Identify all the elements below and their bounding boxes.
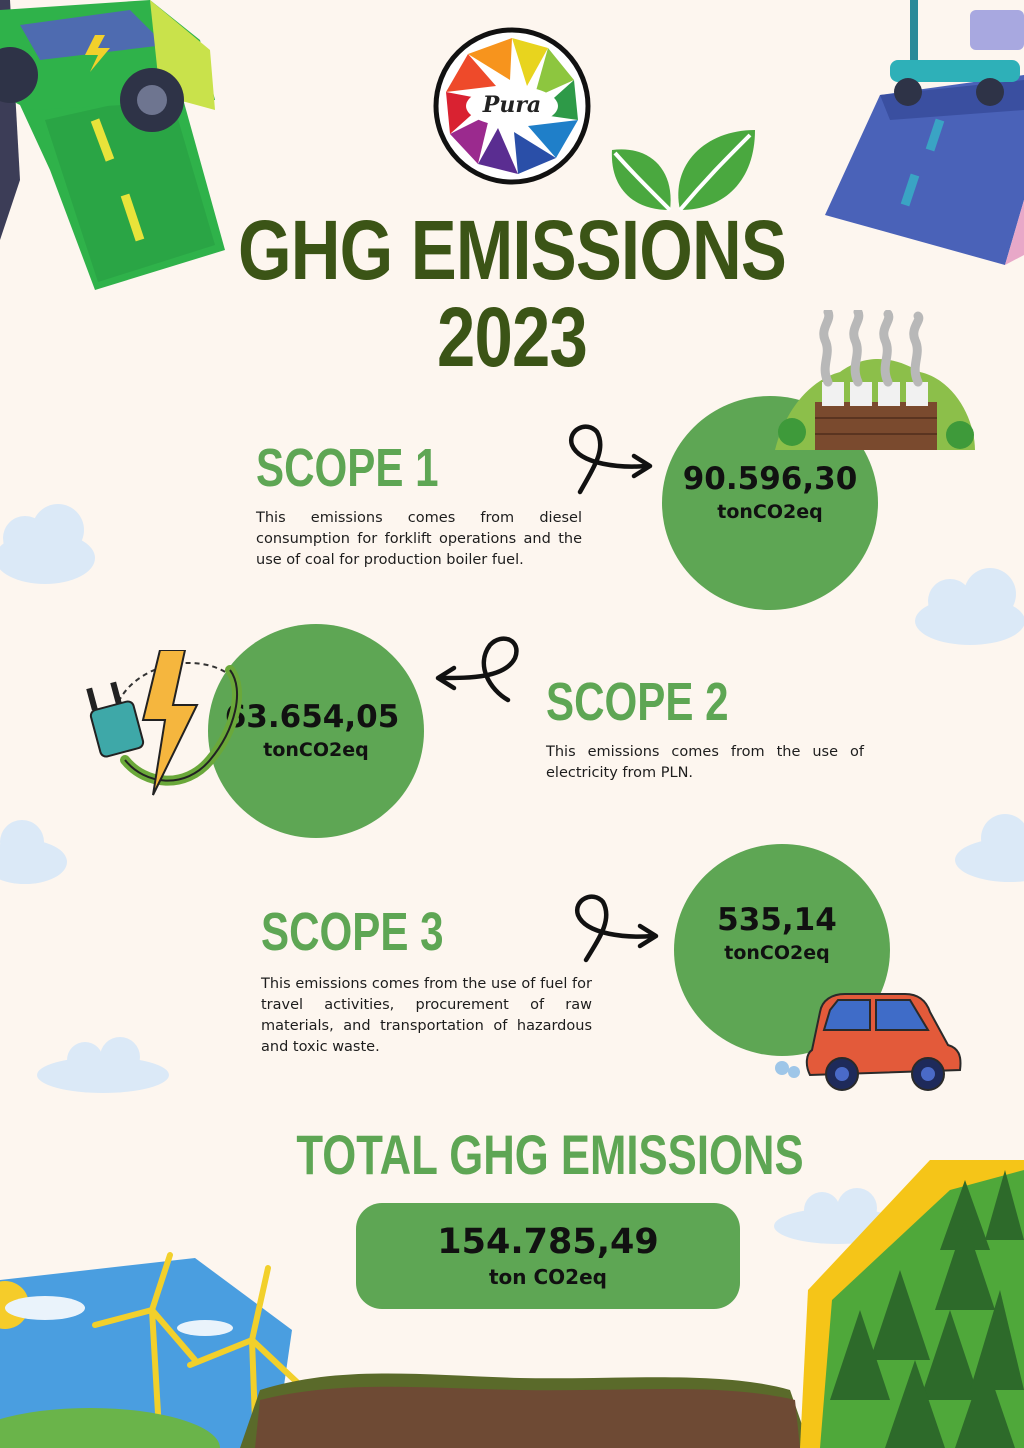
scope1-unit: tonCO2eq: [717, 501, 823, 523]
page-title: GHG EMISSIONS: [237, 203, 787, 297]
cloud-icon: [910, 566, 1024, 650]
total-value: 154.785,49: [437, 1222, 659, 1262]
scope2-value: 63.654,05: [224, 699, 400, 735]
scope2-unit: tonCO2eq: [263, 739, 369, 761]
cloud-icon: [0, 498, 95, 588]
scope2-description: This emissions comes from the use of electricity from PLN.: [546, 744, 864, 781]
arrow-icon: [562, 420, 657, 495]
cloud-icon: [955, 810, 1024, 890]
page-year: 2023: [437, 290, 587, 384]
scope3-value: 535,14: [717, 902, 837, 938]
scope3-heading: SCOPE 3: [261, 902, 444, 962]
leaf-icon: [610, 125, 758, 215]
cloud-icon: [35, 1035, 170, 1095]
car-icon: [770, 990, 965, 1092]
scope1-description: This emissions comes from diesel consumption for forklift operations and the use of coal for production boiler fuel.: [256, 510, 582, 568]
total-heading: TOTAL GHG EMISSIONS: [296, 1123, 804, 1186]
pura-logo: [432, 26, 592, 186]
scope1-heading: SCOPE 1: [256, 438, 439, 498]
cloud-icon: [0, 812, 70, 892]
total-unit: ton CO2eq: [489, 1265, 607, 1289]
arrow-icon: [430, 630, 525, 705]
scope2-heading: SCOPE 2: [546, 672, 729, 732]
arrow-icon: [568, 890, 663, 965]
logo-text: Pura: [482, 92, 542, 118]
plug-icon: [85, 650, 250, 800]
scope3-unit: tonCO2eq: [724, 942, 830, 964]
scope3-description: This emissions comes from the use of fuel for travel activities, procurement of raw materials, and transportation of hazardous and toxic waste.: [261, 976, 592, 1055]
factory-icon: [770, 310, 980, 460]
scope1-value: 90.596,30: [682, 461, 858, 497]
landscape-illustration: [0, 1160, 1024, 1448]
